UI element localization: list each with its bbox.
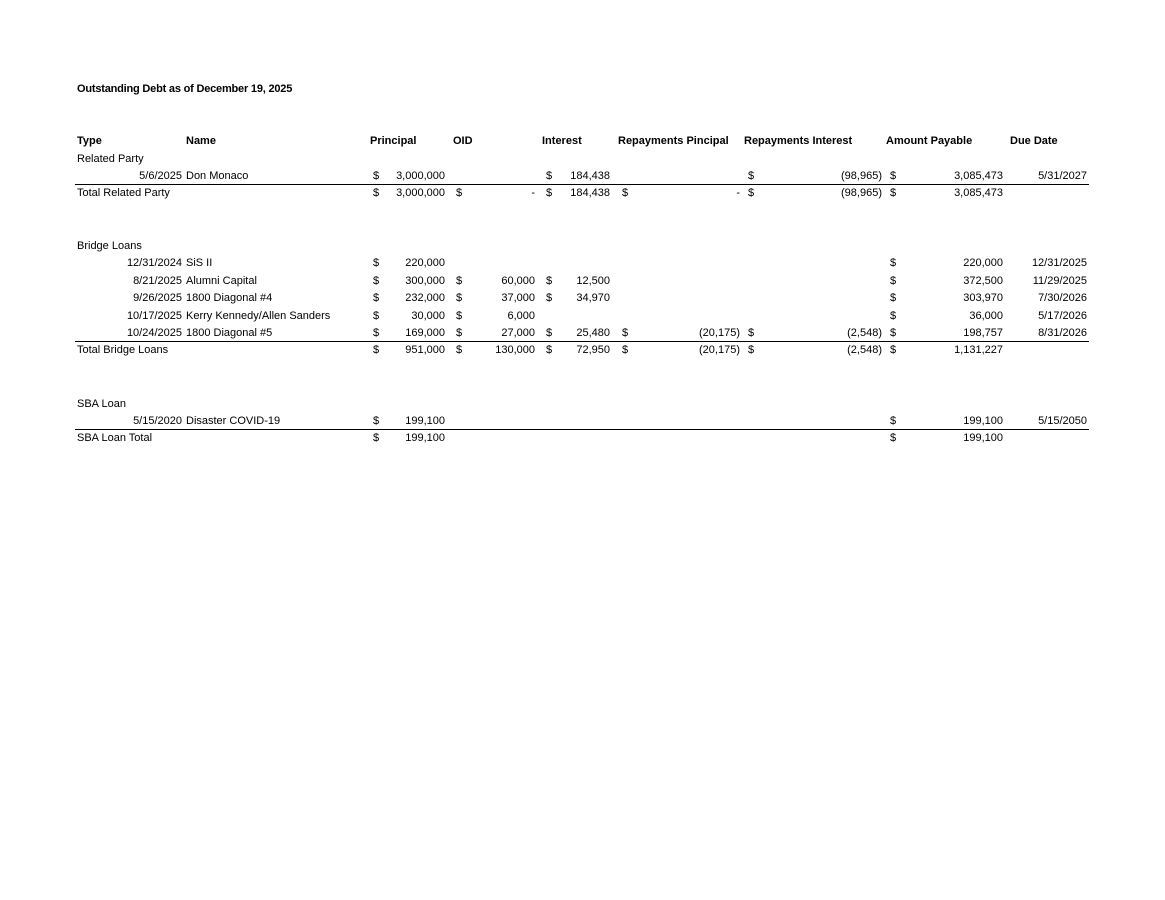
oid-value: 27,000 (501, 327, 535, 339)
currency-symbol: $ (546, 292, 553, 305)
header-oid: OID (453, 135, 473, 147)
principal-value: 220,000 (405, 257, 445, 270)
amount-payable-value: 372,500 (963, 274, 1003, 287)
total-row (75, 429, 1089, 447)
interest-value: 25,480 (576, 327, 610, 339)
oid-value: 37,000 (501, 292, 535, 305)
currency-symbol: $ (748, 327, 755, 339)
table-row (75, 308, 1089, 325)
interest-value: 184,438 (570, 169, 610, 182)
currency-symbol: $ (456, 187, 463, 200)
currency-symbol: $ (890, 432, 897, 445)
amount-payable-value: 220,000 (963, 257, 1003, 270)
currency-symbol: $ (373, 414, 380, 427)
rep-principal-value: - (736, 187, 740, 200)
amount-payable-value: 1,131,227 (954, 344, 1003, 357)
due-date: 12/31/2025 (1031, 257, 1087, 270)
principal-value: 951,000 (405, 344, 445, 357)
loan-date: 12/31/2024 (126, 257, 182, 270)
header-row (75, 133, 1089, 150)
currency-symbol: $ (890, 187, 897, 200)
currency-symbol: $ (622, 187, 629, 200)
section-label-row (75, 396, 1089, 413)
currency-symbol: $ (546, 327, 553, 339)
lender-name: 1800 Diagonal #4 (186, 292, 273, 305)
currency-symbol: $ (456, 327, 463, 339)
currency-symbol: $ (546, 169, 553, 182)
loan-date: 10/17/2025 (126, 309, 182, 322)
header-interest: Interest (542, 135, 582, 147)
section-label-row (75, 151, 1089, 168)
table-row (75, 325, 1089, 342)
currency-symbol: $ (456, 292, 463, 305)
total-row (75, 341, 1089, 359)
currency-symbol: $ (890, 414, 897, 427)
lender-name: Don Monaco (186, 169, 249, 182)
currency-symbol: $ (890, 309, 897, 322)
rep-principal-value: (20,175) (699, 344, 740, 357)
interest-value: 72,950 (576, 344, 610, 357)
table-row (75, 290, 1089, 307)
currency-symbol: $ (373, 292, 380, 305)
currency-symbol: $ (373, 187, 380, 200)
loan-date: 8/21/2025 (133, 274, 182, 287)
total-row (75, 184, 1089, 202)
due-date: 5/31/2027 (1038, 169, 1087, 182)
section-label: Related Party (77, 152, 144, 165)
principal-value: 169,000 (405, 327, 445, 339)
total-label: Total Bridge Loans (77, 344, 169, 357)
currency-symbol: $ (373, 169, 380, 182)
principal-value: 199,100 (405, 432, 445, 445)
currency-symbol: $ (622, 344, 629, 357)
amount-payable-value: 303,970 (963, 292, 1003, 305)
interest-value: 184,438 (570, 187, 610, 200)
loan-date: 5/15/2020 (133, 414, 182, 427)
lender-name: Alumni Capital (186, 274, 257, 287)
due-date: 5/15/2050 (1038, 414, 1087, 427)
amount-payable-value: 3,085,473 (954, 169, 1003, 182)
table-row (75, 273, 1089, 290)
principal-value: 300,000 (405, 274, 445, 287)
currency-symbol: $ (373, 257, 380, 270)
rep-interest-value: (98,965) (841, 187, 882, 200)
header-type: Type (77, 135, 102, 147)
currency-symbol: $ (890, 327, 897, 339)
rep-interest-value: (2,548) (847, 327, 882, 339)
currency-symbol: $ (890, 344, 897, 357)
currency-symbol: $ (456, 309, 463, 322)
currency-symbol: $ (748, 187, 755, 200)
principal-value: 30,000 (411, 309, 445, 322)
header-due-date: Due Date (1010, 135, 1058, 147)
section-label: SBA Loan (77, 397, 126, 410)
total-label: SBA Loan Total (77, 432, 153, 445)
currency-symbol: $ (622, 327, 629, 339)
header-principal: Principal (370, 135, 417, 147)
loan-date: 9/26/2025 (133, 292, 182, 305)
table-row (75, 168, 1089, 185)
principal-value: 199,100 (405, 414, 445, 427)
amount-payable-value: 199,100 (963, 414, 1003, 427)
oid-value: 130,000 (495, 344, 535, 357)
principal-value: 3,000,000 (396, 169, 445, 182)
rep-principal-value: (20,175) (699, 327, 740, 339)
lender-name: 1800 Diagonal #5 (186, 327, 273, 339)
currency-symbol: $ (373, 327, 380, 339)
currency-symbol: $ (373, 309, 380, 322)
currency-symbol: $ (890, 169, 897, 182)
due-date: 8/31/2026 (1038, 327, 1087, 339)
currency-symbol: $ (373, 274, 380, 287)
amount-payable-value: 198,757 (963, 327, 1003, 339)
currency-symbol: $ (546, 187, 553, 200)
loan-date: 5/6/2025 (139, 169, 182, 182)
currency-symbol: $ (373, 344, 380, 357)
oid-value: - (531, 187, 535, 200)
amount-payable-value: 199,100 (963, 432, 1003, 445)
interest-value: 12,500 (576, 274, 610, 287)
header-name: Name (186, 135, 216, 147)
lender-name: Kerry Kennedy/Allen Sanders (186, 309, 331, 322)
currency-symbol: $ (456, 344, 463, 357)
oid-value: 6,000 (507, 309, 535, 322)
table-row (75, 255, 1089, 272)
currency-symbol: $ (890, 292, 897, 305)
interest-value: 34,970 (576, 292, 610, 305)
currency-symbol: $ (546, 344, 553, 357)
lender-name: Disaster COVID-19 (186, 414, 281, 427)
table-row (75, 413, 1089, 430)
header-repayments-principal: Repayments Pincipal (618, 135, 729, 147)
amount-payable-value: 36,000 (969, 309, 1003, 322)
currency-symbol: $ (456, 274, 463, 287)
lender-name: SiS II (186, 257, 213, 270)
currency-symbol: $ (748, 169, 755, 182)
amount-payable-value: 3,085,473 (954, 187, 1003, 200)
section-label: Bridge Loans (77, 240, 142, 252)
currency-symbol: $ (546, 274, 553, 287)
loan-date: 10/24/2025 (126, 327, 182, 339)
page-title: Outstanding Debt as of December 19, 2025 (77, 83, 293, 95)
rep-interest-value: (2,548) (847, 344, 882, 357)
principal-value: 3,000,000 (396, 187, 445, 200)
due-date: 7/30/2026 (1038, 292, 1087, 305)
due-date: 5/17/2026 (1038, 309, 1087, 322)
currency-symbol: $ (373, 432, 380, 445)
principal-value: 232,000 (405, 292, 445, 305)
section-label-row (75, 238, 1089, 255)
oid-value: 60,000 (501, 274, 535, 287)
total-label: Total Related Party (77, 187, 170, 200)
header-repayments-interest: Repayments Interest (744, 135, 853, 147)
rep-interest-value: (98,965) (841, 169, 882, 182)
due-date: 11/29/2025 (1032, 274, 1087, 287)
header-amount-payable: Amount Payable (886, 135, 973, 147)
currency-symbol: $ (890, 257, 897, 270)
currency-symbol: $ (890, 274, 897, 287)
currency-symbol: $ (748, 344, 755, 357)
